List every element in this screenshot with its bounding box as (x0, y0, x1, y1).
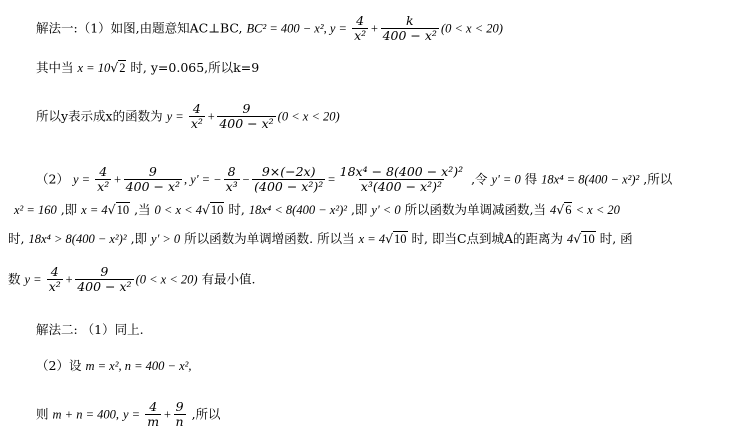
math-expression: + (370, 21, 379, 36)
text-segment: 时, (224, 202, 249, 217)
square-root (556, 202, 572, 217)
fraction (145, 400, 161, 430)
fraction (47, 265, 63, 295)
fraction-denominator: 400 − x² (219, 116, 274, 132)
text-segment: 解法二: （1）同上. (36, 322, 144, 337)
math-expression: + (163, 407, 172, 422)
fraction (217, 102, 275, 132)
math-expression: y = (329, 21, 351, 36)
fraction-numerator: 9 (100, 264, 109, 279)
math-expression: y' > 0 (151, 232, 181, 246)
text-segment: ,所以 (187, 406, 221, 422)
fraction-denominator: x² (48, 279, 61, 295)
fraction-numerator: 9 (175, 399, 184, 414)
math-expression: (0 < x < 20) (440, 21, 503, 36)
square-root (202, 202, 224, 217)
fraction-denominator: (400 − x²)² (254, 179, 324, 195)
math-expression: x = 10 (77, 61, 111, 75)
radicand: 10 (394, 232, 407, 246)
text-segment: 时, 即当C点到城A的距离为 (407, 231, 568, 246)
fraction-numerator: 4 (50, 264, 59, 279)
line-solution2-relation (36, 400, 221, 430)
fraction (124, 165, 182, 195)
square-root (108, 202, 130, 217)
fraction-numerator: 4 (99, 164, 108, 179)
fraction-denominator: x³(400 − x²)² (360, 179, 442, 195)
math-expression: , y' = − (184, 172, 222, 187)
line-solution1-setup (36, 14, 503, 44)
radical-sign-icon: √ (385, 231, 394, 246)
math-expression: y' < 0 (371, 203, 401, 217)
fraction-denominator: n (175, 414, 184, 430)
fraction-numerator: 9 (242, 101, 251, 116)
fraction (252, 165, 325, 195)
fraction (381, 14, 439, 44)
fraction-numerator: 4 (149, 399, 158, 414)
math-expression: − (241, 172, 251, 187)
fraction-denominator: x² (190, 116, 203, 132)
fraction-numerator: 9 (148, 164, 157, 179)
math-expression: + (206, 109, 216, 124)
square-root (110, 60, 126, 75)
math-expression: (0 < x < 20) (277, 109, 340, 124)
fraction (174, 400, 186, 430)
radicand: 6 (565, 203, 572, 217)
math-expression: < x < 20 (572, 203, 620, 217)
fraction-numerator: 9×(−2x) (261, 164, 316, 179)
text-segment: ,即 (126, 231, 152, 246)
math-expression: y = (123, 407, 144, 422)
radicand: 2 (119, 61, 126, 75)
math-expression: m + n = 400, (52, 407, 120, 422)
text-segment: ,所以 (639, 171, 673, 187)
math-expression: m = x², n = 400 − x², (85, 359, 192, 373)
math-expression: 18x⁴ = 8(400 − x²)² (541, 172, 640, 187)
math-expression: = (327, 172, 336, 187)
radicand: 10 (116, 203, 130, 217)
math-expression: 4 (567, 232, 574, 246)
fraction-denominator: 400 − x² (77, 279, 132, 295)
fraction-numerator: k (405, 13, 414, 28)
fraction-numerator: 18x⁴ − 8(400 − x²)² (339, 164, 464, 179)
math-expression: BC² = 400 − x², (246, 21, 330, 36)
line-minimum-value (8, 265, 256, 295)
radical-sign-icon: √ (107, 202, 116, 217)
math-expression: y' = 0 (491, 172, 521, 187)
line-solution2-substitution (36, 360, 192, 373)
text-segment: ,当 (130, 202, 155, 217)
text-segment: 其中当 (36, 60, 78, 75)
math-expression: y = (166, 109, 187, 124)
math-expression: x² = 160 (14, 203, 57, 217)
text-segment: 有最小值. (197, 271, 256, 287)
math-expression: y = (24, 272, 45, 287)
square-root (573, 231, 595, 246)
text-segment: 得 (520, 171, 542, 187)
fraction-denominator: 400 − x² (125, 179, 181, 195)
radicand: 10 (210, 203, 224, 217)
math-expression: + (64, 272, 74, 287)
text-segment: 时, y=0.065,所以k=9 (126, 60, 260, 75)
radical-sign-icon: √ (556, 202, 565, 217)
line-find-k (36, 62, 259, 75)
fraction-numerator: 4 (192, 101, 201, 116)
fraction-denominator: 400 − x² (382, 28, 437, 44)
text-segment: ,令 (467, 171, 492, 187)
line-solution2-part1 (36, 324, 144, 337)
fraction-denominator: m (147, 414, 160, 430)
math-expression: 4 (550, 203, 557, 217)
text-segment: （2） (36, 171, 73, 187)
text-segment: 所以y表示成x的函数为 (36, 108, 167, 124)
text-segment: 时, 函 (595, 231, 633, 246)
math-expression: + (113, 172, 122, 187)
radical-sign-icon: √ (110, 60, 119, 75)
radicand: 10 (582, 232, 595, 246)
radical-sign-icon: √ (201, 202, 210, 217)
fraction (224, 165, 240, 195)
text-segment: （2）设 (36, 358, 86, 373)
math-expression: (0 < x < 20) (135, 272, 198, 287)
text-segment: 解法一:（1）如图,由题意知AC⊥BC, (36, 20, 247, 36)
fraction-denominator: x² (354, 28, 367, 44)
radical-sign-icon: √ (573, 231, 582, 246)
fraction (352, 14, 368, 44)
text-segment: ,即 (346, 202, 372, 217)
line-function-expression (36, 102, 340, 132)
text-segment: 时, (8, 231, 29, 246)
fraction (95, 165, 111, 195)
fraction (338, 165, 465, 195)
text-segment: 数 (8, 271, 25, 287)
text-segment: ,即 (56, 202, 82, 217)
fraction-numerator: 8 (227, 164, 236, 179)
fraction (75, 265, 133, 295)
fraction-denominator: x³ (225, 179, 238, 195)
line-increasing-interval (8, 233, 633, 246)
line-decreasing-interval (14, 204, 620, 217)
math-expression: 18x⁴ > 8(400 − x²)² (28, 232, 127, 246)
math-expression: 0 < x < 4 (154, 203, 202, 217)
math-expression: x = 4 (81, 203, 108, 217)
text-segment: 所以函数为单调增函数. 所以当 (180, 231, 359, 246)
fraction-numerator: 4 (356, 13, 365, 28)
math-expression: x = 4 (358, 232, 386, 246)
line-derivative (36, 165, 672, 195)
text-segment: 则 (36, 406, 53, 422)
math-expression: 18x⁴ < 8(400 − x²)² (248, 203, 347, 217)
fraction-denominator: x² (97, 179, 110, 195)
square-root (385, 231, 407, 246)
math-expression: y = (72, 172, 94, 187)
text-segment: 所以函数为单调减函数,当 (400, 202, 550, 217)
fraction (189, 102, 205, 132)
